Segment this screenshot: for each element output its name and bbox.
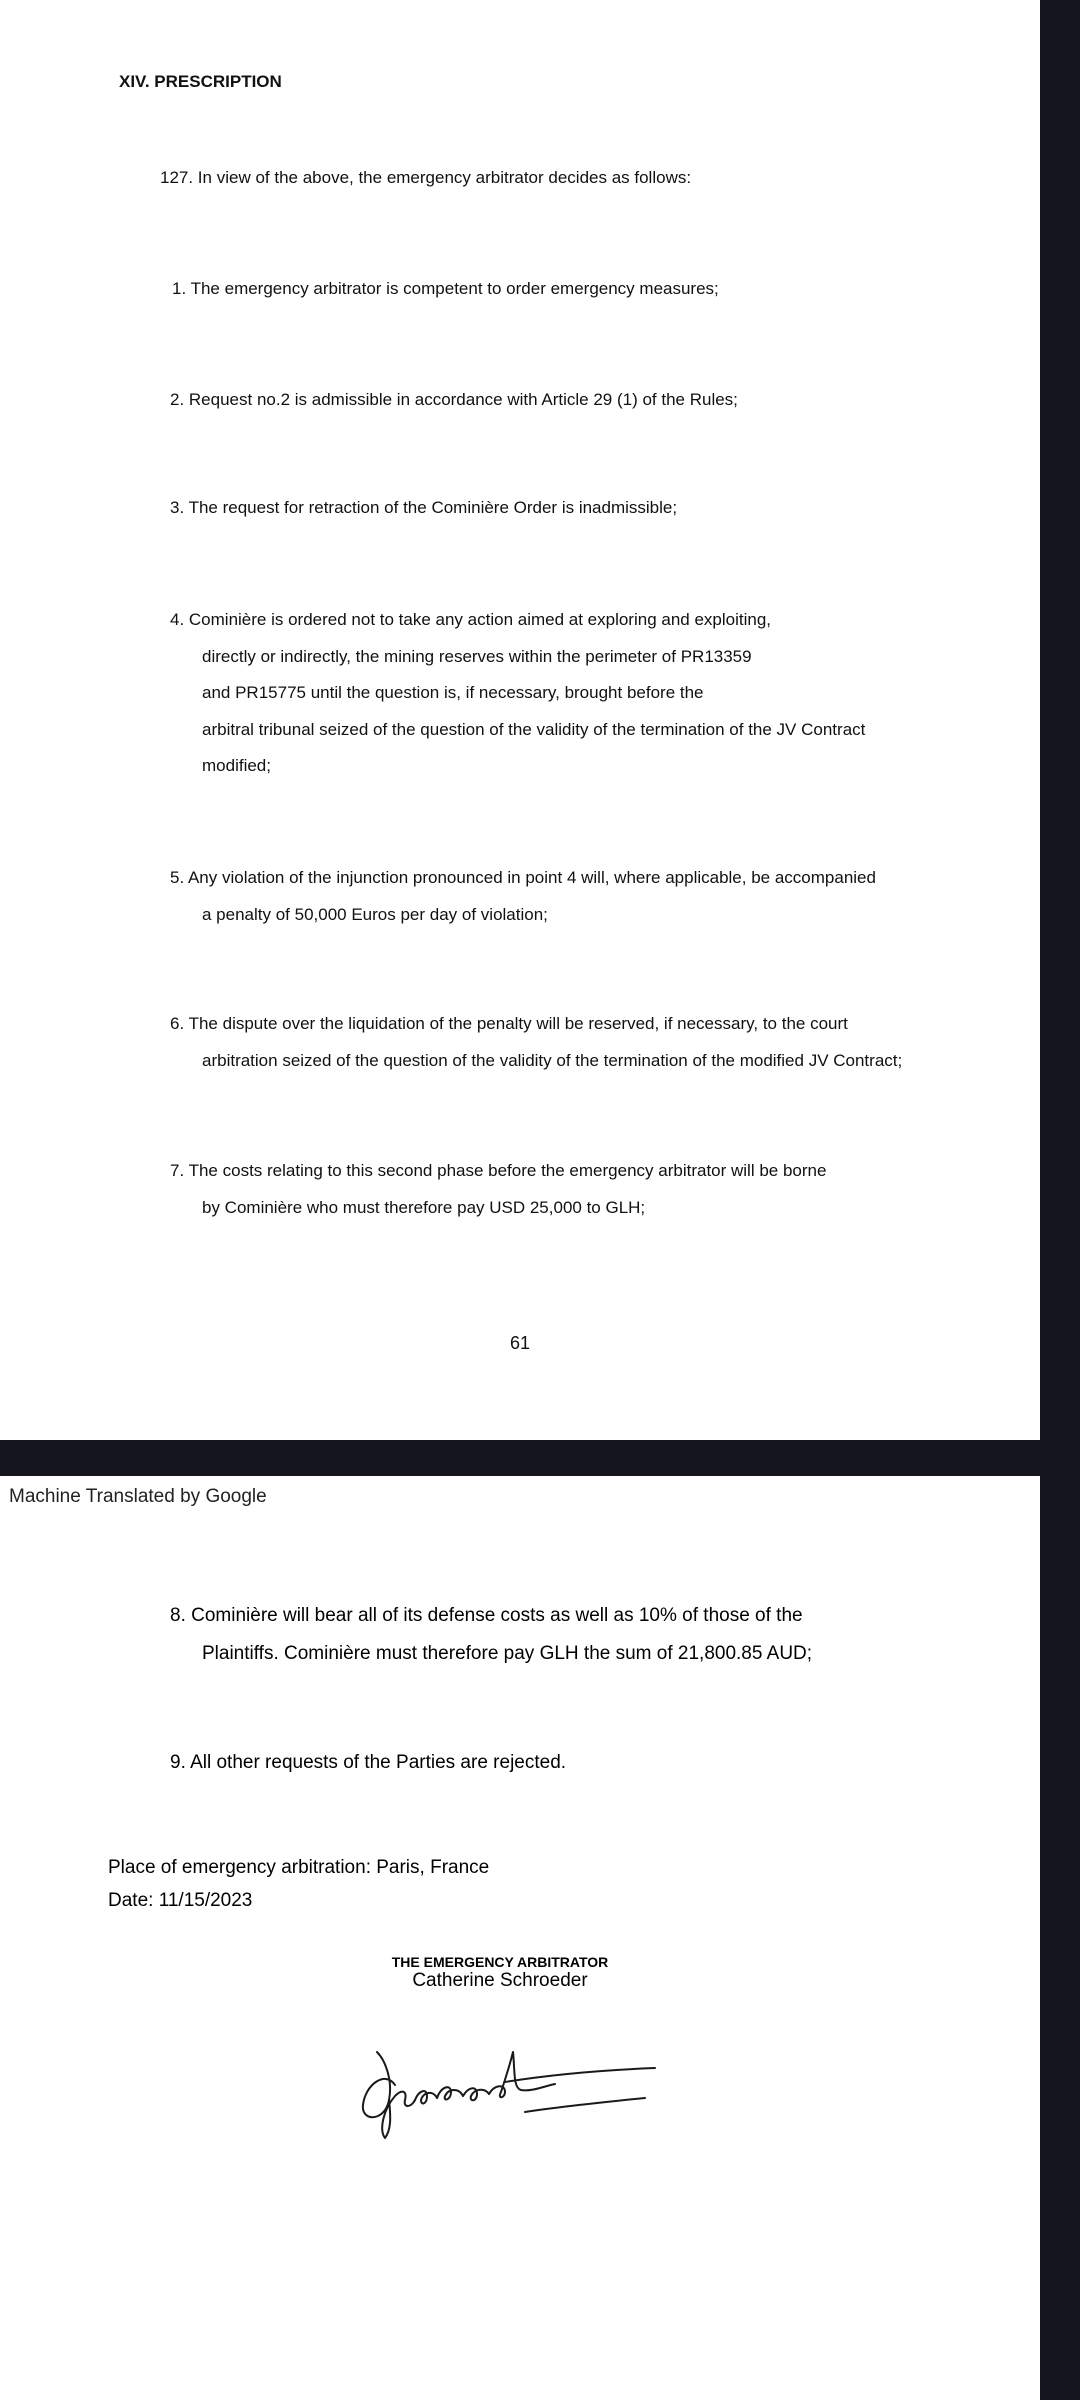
place-of-arbitration: Place of emergency arbitration: Paris, France bbox=[108, 1857, 490, 1878]
decision-item-4-line-3: and PR15775 until the question is, if necessary, brought before the bbox=[202, 683, 704, 702]
decision-item-5-line-1: 5. Any violation of the injunction pronounced in point 4 will, where applicable, be accompanied bbox=[170, 868, 876, 887]
page-number: 61 bbox=[509, 1333, 531, 1353]
arbitrator-title: THE EMERGENCY ARBITRATOR bbox=[391, 1954, 609, 1970]
decision-date: Date: 11/15/2023 bbox=[108, 1890, 253, 1911]
decision-item-6-line-1: 6. The dispute over the liquidation of the penalty will be reserved, if necessary, to the court bbox=[170, 1014, 848, 1033]
section-heading: XIV. PRESCRIPTION bbox=[119, 72, 282, 91]
scrollbar-track[interactable] bbox=[1040, 0, 1080, 2400]
decision-item-8-line-1: 8. Cominière will bear all of its defense costs as well as 10% of those of the bbox=[170, 1605, 803, 1626]
decision-item-1: 1. The emergency arbitrator is competent to order emergency measures; bbox=[172, 279, 719, 298]
decision-item-4-line-5: modified; bbox=[202, 756, 271, 775]
decision-item-2: 2. Request no.2 is admissible in accordance with Article 29 (1) of the Rules; bbox=[170, 390, 738, 409]
decision-item-4-line-4: arbitral tribunal seized of the question of the validity of the termination of the JV Contract bbox=[202, 720, 866, 739]
decision-item-8-line-2: Plaintiffs. Cominière must therefore pay GLH the sum of 21,800.85 AUD; bbox=[202, 1643, 813, 1664]
decision-item-4-line-1: 4. Cominière is ordered not to take any action aimed at exploring and exploiting, bbox=[170, 610, 772, 629]
decision-item-9: 9. All other requests of the Parties are rejected. bbox=[170, 1752, 567, 1773]
decision-item-4-line-2: directly or indirectly, the mining reserves within the perimeter of PR13359 bbox=[202, 647, 752, 666]
handwritten-signature bbox=[355, 2030, 665, 2140]
decision-item-6-line-2: arbitration seized of the question of the validity of the termination of the modified JV Contract; bbox=[202, 1051, 903, 1070]
decision-item-7-line-1: 7. The costs relating to this second phase before the emergency arbitrator will be borne bbox=[170, 1161, 827, 1180]
decision-item-5-line-2: a penalty of 50,000 Euros per day of violation; bbox=[202, 905, 548, 924]
paragraph-127: 127. In view of the above, the emergency arbitrator decides as follows: bbox=[160, 168, 692, 187]
machine-translation-banner: Machine Translated by Google bbox=[9, 1486, 267, 1507]
decision-item-7-line-2: by Cominière who must therefore pay USD 25,000 to GLH; bbox=[202, 1198, 646, 1217]
decision-item-3: 3. The request for retraction of the Cominière Order is inadmissible; bbox=[170, 498, 678, 517]
arbitrator-name: Catherine Schroeder bbox=[412, 1970, 588, 1991]
